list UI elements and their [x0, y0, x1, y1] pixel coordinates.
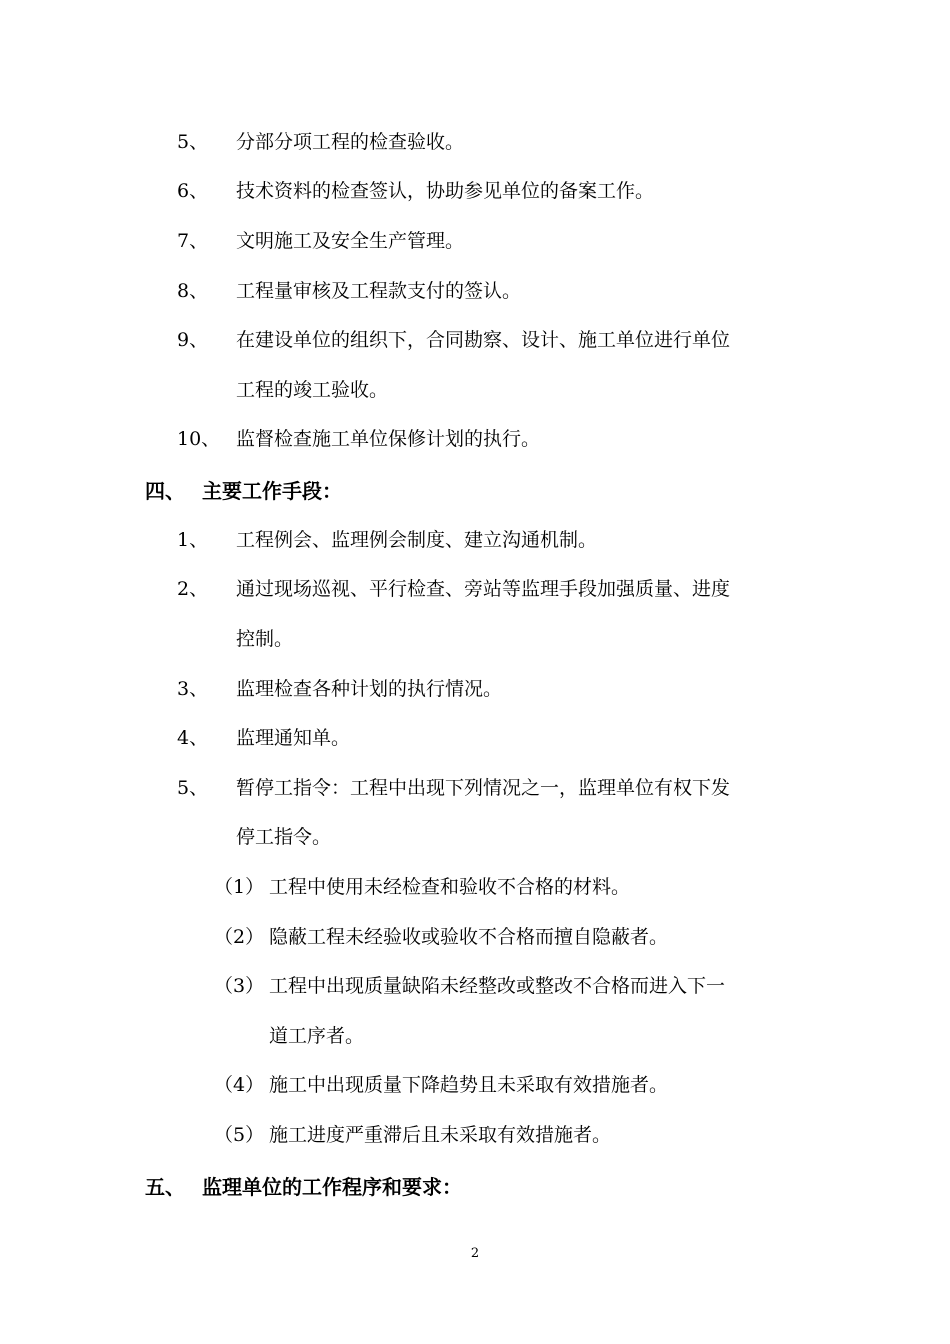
sub-list-item: [0, 912, 950, 962]
item-number: 7、: [177, 230, 209, 252]
item-number: 1、: [177, 529, 209, 551]
item-number: 2、: [177, 578, 209, 600]
section-title: 主要工作手段：: [202, 479, 342, 503]
item-text: 在建设单位的组织下，合同勘察、设计、施工单位进行单位: [236, 329, 731, 351]
item-text: 工程例会、监理例会制度、建立沟通机制。: [236, 529, 598, 551]
section-number: 四、: [145, 479, 185, 503]
list-item: [0, 414, 950, 464]
page-number: 2: [470, 1246, 480, 1261]
sub-item-text: 隐蔽工程未经验收或验收不合格而擅自隐蔽者。: [269, 926, 669, 948]
sub-item-text-continuation: 道工序者。: [269, 1025, 365, 1047]
item-text: 文明施工及安全生产管理。: [236, 230, 465, 252]
list-item: [0, 564, 950, 614]
sub-list-item: [0, 1060, 950, 1110]
item-text-continuation: 停工指令。: [236, 826, 332, 848]
item-text: 监理检查各种计划的执行情况。: [236, 678, 503, 700]
list-item-continuation: [0, 365, 950, 415]
sub-list-item: [0, 862, 950, 912]
item-text: 暂停工指令：工程中出现下列情况之一，监理单位有权下发: [236, 777, 731, 799]
item-text: 工程量审核及工程款支付的签认。: [236, 280, 522, 302]
list-item: [0, 763, 950, 813]
list-item: [0, 315, 950, 365]
list-item-continuation: [0, 614, 950, 664]
sub-item-text: 工程中出现质量缺陷未经整改或整改不合格而进入下一: [269, 975, 726, 997]
sub-item-number: （3）: [214, 975, 265, 997]
item-number: 5、: [177, 131, 209, 153]
sub-item-number: （1）: [214, 876, 265, 898]
list-item: [0, 664, 950, 714]
sub-list-item: [0, 961, 950, 1011]
item-text: 分部分项工程的检查验收。: [236, 131, 465, 153]
sub-item-number: （4）: [214, 1074, 265, 1096]
list-item: [0, 515, 950, 565]
sub-list-item: [0, 1110, 950, 1160]
item-text: 通过现场巡视、平行检查、旁站等监理手段加强质量、进度: [236, 578, 731, 600]
item-text: 技术资料的检查签认，协助参见单位的备案工作。: [236, 180, 655, 202]
sub-item-text: 施工中出现质量下降趋势且未采取有效措施者。: [269, 1074, 669, 1096]
item-number: 3、: [177, 678, 209, 700]
item-text: 监理通知单。: [236, 727, 351, 749]
section-heading: [0, 1162, 950, 1212]
sub-item-text: 工程中使用未经检查和验收不合格的材料。: [269, 876, 631, 898]
sub-list-item-continuation: [0, 1011, 950, 1061]
sub-item-text: 施工进度严重滞后且未采取有效措施者。: [269, 1124, 612, 1146]
section-number: 五、: [145, 1175, 185, 1199]
item-number: 9、: [177, 329, 209, 351]
item-number: 10、: [177, 428, 221, 450]
list-item: [0, 216, 950, 266]
item-number: 6、: [177, 180, 209, 202]
item-number: 4、: [177, 727, 209, 749]
list-item: [0, 117, 950, 167]
sub-item-number: （5）: [214, 1124, 265, 1146]
item-text: 监督检查施工单位保修计划的执行。: [236, 428, 541, 450]
section-heading: [0, 466, 950, 516]
item-text-continuation: 工程的竣工验收。: [236, 379, 389, 401]
section-title: 监理单位的工作程序和要求：: [202, 1175, 462, 1199]
list-item: [0, 166, 950, 216]
sub-item-number: （2）: [214, 926, 265, 948]
item-number: 8、: [177, 280, 209, 302]
list-item: [0, 266, 950, 316]
list-item: [0, 713, 950, 763]
item-text-continuation: 控制。: [236, 628, 294, 650]
list-item-continuation: [0, 812, 950, 862]
item-number: 5、: [177, 777, 209, 799]
